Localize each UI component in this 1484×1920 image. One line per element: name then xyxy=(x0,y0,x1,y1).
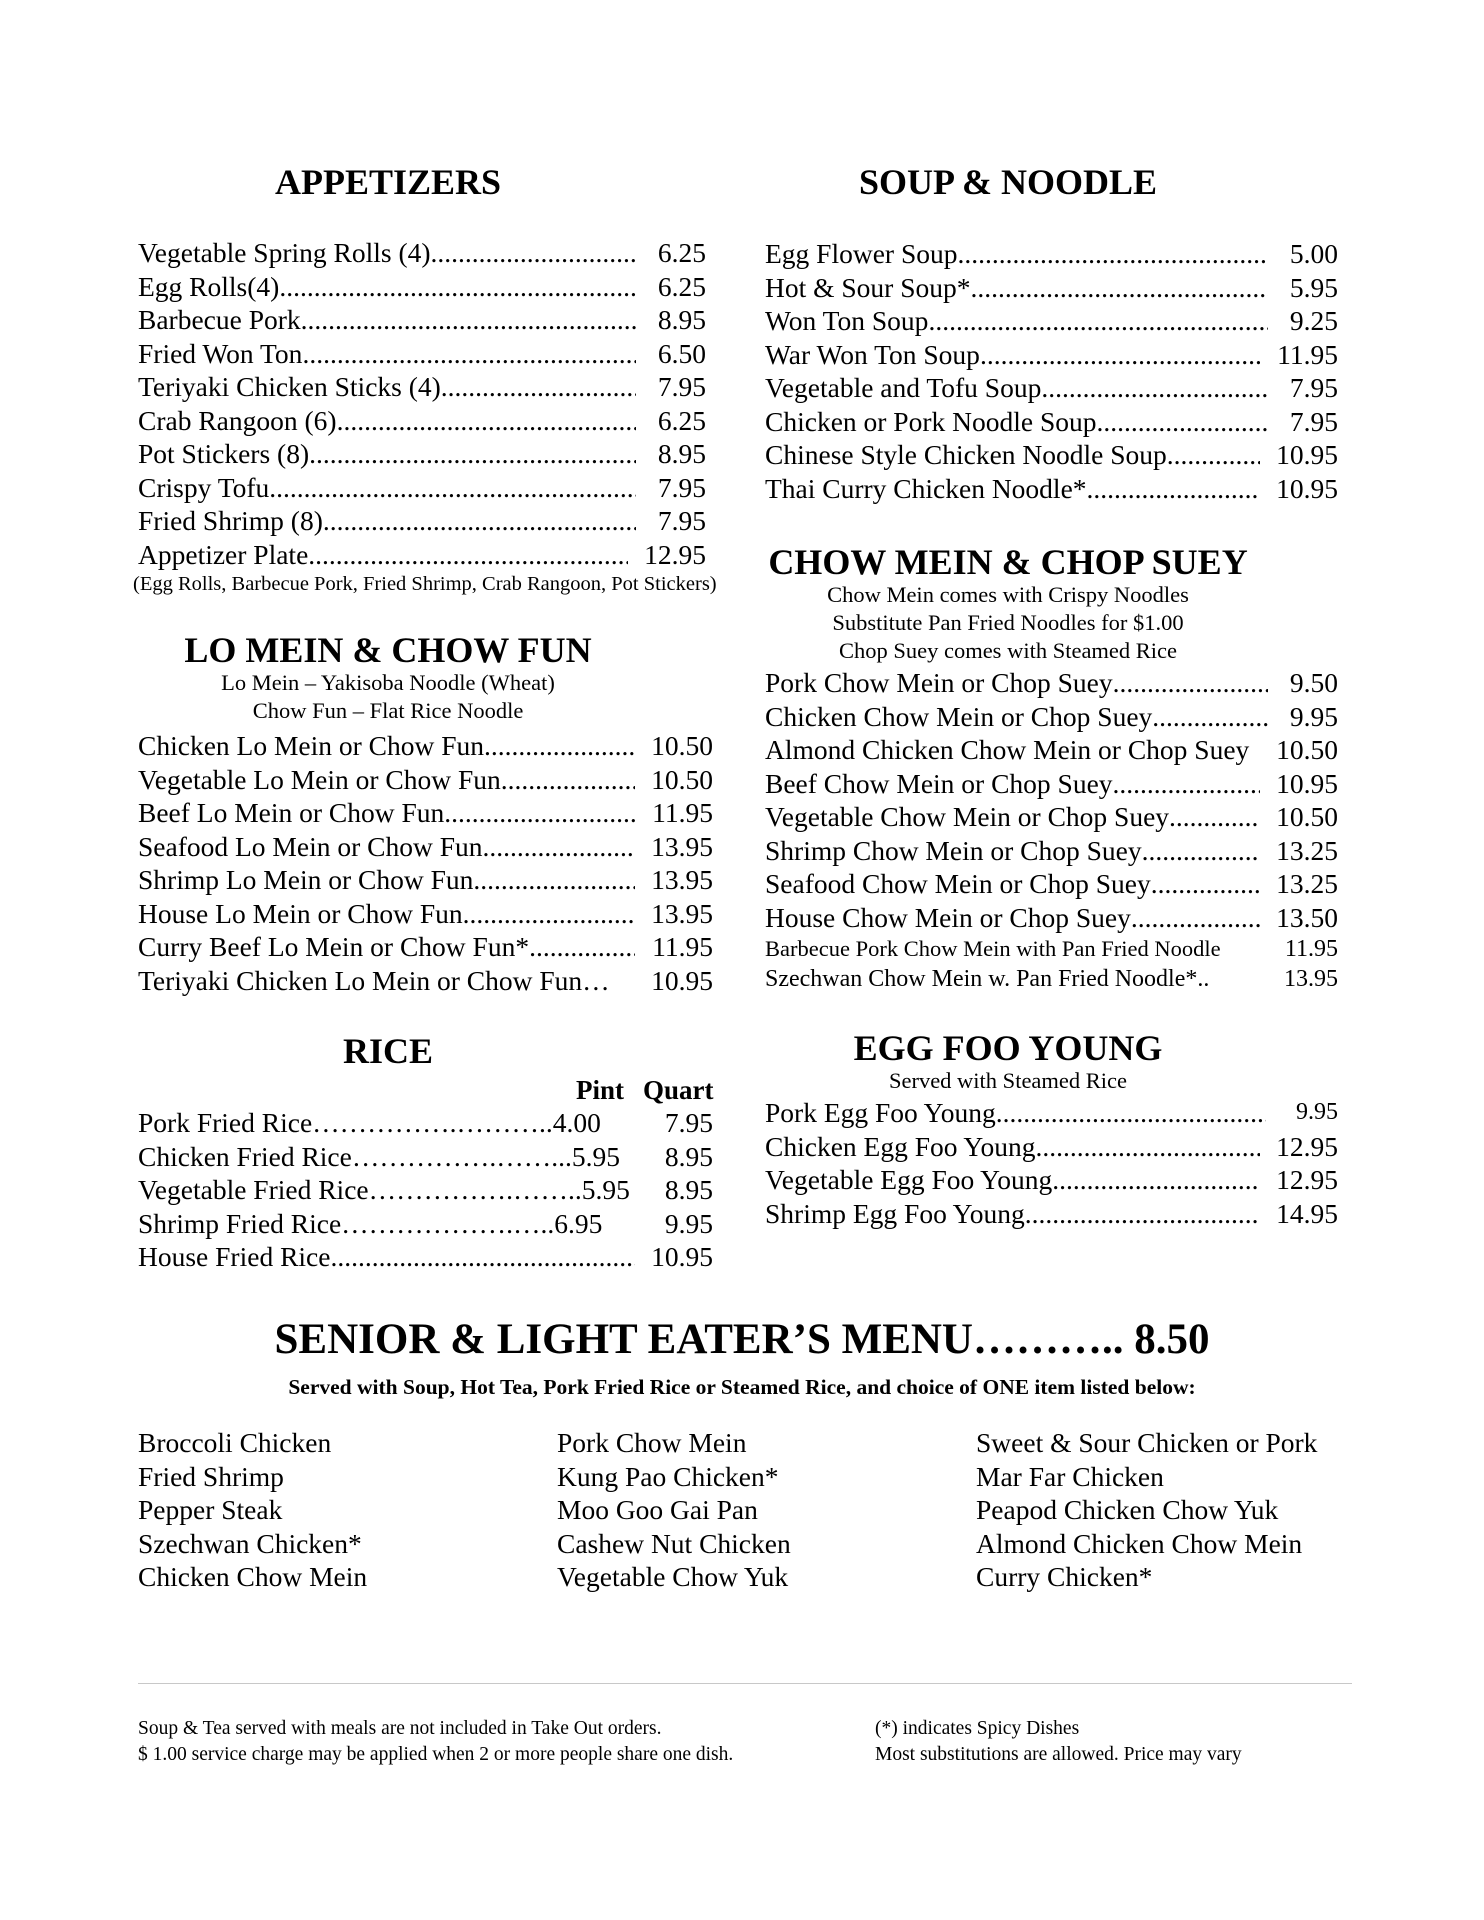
item-price: 9.50 xyxy=(1289,667,1338,698)
item-name: Vegetable Egg Foo Young xyxy=(765,1164,1053,1195)
menu-item xyxy=(765,1163,1338,1197)
item-price: 10.50 xyxy=(651,763,713,795)
item-price: 10.95 xyxy=(1276,767,1338,799)
item-name: Szechwan Chow Mein w. Pan Fried Noodle*.. xyxy=(765,966,1210,992)
item-price: 14.95 xyxy=(1276,1197,1338,1229)
menu-item xyxy=(765,472,1338,506)
appetizers-list xyxy=(138,236,706,571)
item-name: Pork Fried Rice…………….………..4.00 xyxy=(138,1107,601,1138)
appetizer-plate-note: (Egg Rolls, Barbecue Pork, Fried Shrimp, Crab Rangoon, Pot Stickers) xyxy=(133,573,717,595)
item-price: 10.50 xyxy=(1276,734,1338,765)
senior-column-1 xyxy=(138,1426,367,1594)
item-price: 12.95 xyxy=(644,538,706,570)
item-price: 9.95 xyxy=(1296,1099,1338,1125)
senior-column-3 xyxy=(976,1426,1317,1594)
item-price: 5.00 xyxy=(1289,238,1338,269)
item-name: Teriyaki Chicken Sticks (4) xyxy=(138,371,441,402)
soup-noodle-title: SOUP & NOODLE xyxy=(858,162,1158,202)
menu-item xyxy=(765,1130,1338,1164)
menu-item xyxy=(138,236,706,270)
substitute-subtitle: Substitute Pan Fried Noodles for $1.00 xyxy=(832,610,1184,635)
item-name: War Won Ton Soup xyxy=(765,338,980,370)
list-item: Fried Shrimp xyxy=(138,1460,284,1492)
menu-item xyxy=(138,763,713,797)
item-price: 7.95 xyxy=(657,371,706,402)
chop-suey-subtitle: Chop Suey comes with Steamed Rice xyxy=(838,638,1178,663)
item-name: Chicken Chow Mein or Chop Suey xyxy=(765,700,1153,732)
item-name: Almond Chicken Chow Mein or Chop Suey xyxy=(765,734,1250,765)
rice-list xyxy=(138,1106,713,1274)
item-name: House Lo Mein or Chow Fun xyxy=(138,897,463,929)
soup-noodle-list xyxy=(765,237,1338,505)
menu-item xyxy=(138,863,713,897)
menu-item xyxy=(138,897,713,931)
appetizers-title: APPETIZERS xyxy=(274,162,502,202)
menu-item xyxy=(765,834,1338,868)
egg-foo-young-title: EGG FOO YOUNG xyxy=(853,1028,1163,1068)
list-item: Pepper Steak xyxy=(138,1494,283,1525)
item-name: House Fried Rice xyxy=(138,1241,331,1272)
item-price: 11.95 xyxy=(652,797,713,828)
list-item: Kung Pao Chicken* xyxy=(557,1460,779,1492)
footer-takeout-note: Soup & Tea served with meals are not included in Take Out orders. xyxy=(138,1718,662,1739)
footer-right xyxy=(875,1716,1242,1767)
item-name: Appetizer Plate xyxy=(138,538,309,570)
list-item: Curry Chicken* xyxy=(976,1561,1153,1592)
menu-item xyxy=(138,270,706,304)
list-item: Chicken Chow Mein xyxy=(138,1561,368,1592)
item-name: Won Ton Soup xyxy=(765,305,929,336)
item-name: Chinese Style Chicken Noodle Soup xyxy=(765,439,1167,470)
menu-item xyxy=(765,666,1338,700)
item-name: Seafood Chow Mein or Chop Suey xyxy=(765,868,1151,899)
chow-fun-subtitle: Chow Fun – Flat Rice Noodle xyxy=(252,698,524,723)
menu-item xyxy=(138,337,706,371)
item-name: Chicken Lo Mein or Chow Fun xyxy=(138,730,485,761)
item-name: Barbecue Pork xyxy=(138,304,301,335)
item-price: 7.95 xyxy=(664,1107,713,1138)
item-name: Egg Rolls(4) xyxy=(138,270,280,302)
item-price: 12.95 xyxy=(1276,1130,1338,1162)
item-name: Vegetable Chow Mein or Chop Suey xyxy=(765,801,1170,832)
menu-item xyxy=(138,1240,713,1274)
item-name: Shrimp Fried Rice……………….…..6.95 xyxy=(138,1207,603,1239)
lo-mein-title: LO MEIN & CHOW FUN xyxy=(184,630,592,670)
item-name: Thai Curry Chicken Noodle* xyxy=(765,472,1087,504)
menu-item xyxy=(138,930,713,964)
menu-item xyxy=(765,1197,1338,1231)
footer-service-charge-note: $ 1.00 service charge may be applied when 2 or more people share one dish. xyxy=(138,1743,734,1765)
menu-item xyxy=(765,800,1338,834)
senior-column-2 xyxy=(557,1426,791,1594)
egg-foo-young-subtitle: Served with Steamed Rice xyxy=(888,1068,1128,1093)
item-name: Crab Rangoon (6) xyxy=(138,404,337,436)
item-price: 13.95 xyxy=(651,897,713,929)
item-price: 6.50 xyxy=(657,337,706,369)
item-price: 9.25 xyxy=(1289,305,1338,336)
item-price: 7.95 xyxy=(657,505,706,536)
list-item: Almond Chicken Chow Mein xyxy=(976,1527,1303,1559)
item-name: Shrimp Chow Mein or Chop Suey xyxy=(765,834,1142,866)
item-name: Seafood Lo Mein or Chow Fun xyxy=(138,830,483,862)
menu-item xyxy=(138,1140,713,1174)
item-price: 13.95 xyxy=(651,830,713,862)
item-name: Fried Shrimp (8) xyxy=(138,505,323,536)
menu-item xyxy=(138,1207,713,1241)
menu-item xyxy=(765,304,1338,338)
item-name: Curry Beef Lo Mein or Chow Fun* xyxy=(138,931,530,962)
item-price: 7.95 xyxy=(1289,405,1338,437)
item-price: 6.25 xyxy=(657,237,706,268)
item-price: 8.95 xyxy=(664,1174,713,1205)
item-price: 13.95 xyxy=(1284,966,1338,992)
rice-pint-header: Pint xyxy=(576,1075,625,1105)
item-price: 8.95 xyxy=(657,304,706,335)
item-price: 13.25 xyxy=(1276,868,1338,899)
menu-item xyxy=(765,237,1338,271)
menu-item xyxy=(138,437,706,471)
footer-substitution-note: Most substitutions are allowed. Price may vary xyxy=(875,1743,1242,1765)
item-name: Fried Won Ton xyxy=(138,337,303,369)
item-name: Pork Chow Mein or Chop Suey xyxy=(765,667,1113,698)
item-price: 5.95 xyxy=(1289,271,1338,303)
item-name: Egg Flower Soup xyxy=(765,238,958,269)
menu-item xyxy=(138,370,706,404)
menu-item xyxy=(765,733,1338,767)
menu-item xyxy=(765,438,1338,472)
item-name: Vegetable Fried Rice…………….……..5.95 xyxy=(138,1174,630,1205)
item-price: 11.95 xyxy=(1284,936,1338,962)
item-price: 13.95 xyxy=(651,864,713,895)
menu-item xyxy=(138,1106,713,1140)
item-price: 10.50 xyxy=(1276,801,1338,832)
lo-mein-subtitle: Lo Mein – Yakisoba Noodle (Wheat) xyxy=(221,670,555,695)
item-price: 12.95 xyxy=(1276,1164,1338,1195)
list-item: Broccoli Chicken xyxy=(138,1427,332,1458)
chow-mein-subtitle: Chow Mein comes with Crispy Noodles xyxy=(827,582,1189,607)
egg-foo-young-list xyxy=(765,1096,1338,1230)
item-price: 8.95 xyxy=(657,438,706,469)
menu-item xyxy=(138,504,706,538)
list-item: Mar Far Chicken xyxy=(976,1460,1164,1492)
menu-item xyxy=(138,404,706,438)
item-name: Vegetable and Tofu Soup xyxy=(765,372,1042,403)
list-item: Peapod Chicken Chow Yuk xyxy=(976,1494,1279,1525)
list-item: Pork Chow Mein xyxy=(557,1427,747,1458)
menu-item xyxy=(765,338,1338,372)
lo-mein-list xyxy=(138,729,713,997)
item-price: 11.95 xyxy=(1277,338,1338,370)
item-price: 10.95 xyxy=(651,1241,713,1272)
item-price: 7.95 xyxy=(657,471,706,503)
menu-item xyxy=(138,538,706,572)
footer-left xyxy=(138,1716,733,1767)
menu-item xyxy=(138,796,713,830)
menu-item xyxy=(138,964,713,998)
item-name: Vegetable Lo Mein or Chow Fun xyxy=(138,763,501,795)
item-name: Beef Chow Mein or Chop Suey xyxy=(765,767,1113,799)
item-name: Barbecue Pork Chow Mein with Pan Fried Noodle xyxy=(765,936,1221,961)
footer-divider xyxy=(138,1683,1352,1684)
list-item: Szechwan Chicken* xyxy=(138,1527,362,1559)
menu-item xyxy=(765,901,1338,935)
menu-item xyxy=(765,867,1338,901)
chow-mein-title: CHOW MEIN & CHOP SUEY xyxy=(768,542,1248,582)
menu-item xyxy=(138,1173,713,1207)
menu-item xyxy=(138,303,706,337)
item-name: Crispy Tofu xyxy=(138,471,270,503)
list-item: Moo Goo Gai Pan xyxy=(557,1494,758,1525)
item-price: 7.95 xyxy=(1289,372,1338,403)
item-name: Vegetable Spring Rolls (4) xyxy=(138,237,431,268)
menu-item xyxy=(765,767,1338,801)
item-name: Beef Lo Mein or Chow Fun xyxy=(138,797,445,828)
item-name: Pot Stickers (8) xyxy=(138,438,310,469)
item-price: 10.50 xyxy=(651,730,713,761)
menu-item xyxy=(138,729,713,763)
menu-item xyxy=(138,471,706,505)
item-price: 6.25 xyxy=(657,270,706,302)
item-price: 10.95 xyxy=(1276,472,1338,504)
item-price: 10.95 xyxy=(651,964,713,996)
menu-item xyxy=(765,271,1338,305)
item-name: Chicken Egg Foo Young xyxy=(765,1130,1036,1162)
item-price: 9.95 xyxy=(1289,700,1338,732)
menu-item xyxy=(765,405,1338,439)
menu-item xyxy=(765,1096,1338,1130)
footer-spicy-note: (*) indicates Spicy Dishes xyxy=(875,1718,1080,1739)
item-price: 6.25 xyxy=(657,404,706,436)
item-price: 13.25 xyxy=(1276,834,1338,866)
item-price: 9.95 xyxy=(664,1207,713,1239)
menu-item xyxy=(765,700,1338,734)
list-item: Sweet & Sour Chicken or Pork xyxy=(976,1427,1318,1458)
item-price: 10.95 xyxy=(1276,439,1338,470)
item-name: Pork Egg Foo Young xyxy=(765,1097,996,1128)
item-name: Shrimp Lo Mein or Chow Fun xyxy=(138,864,474,895)
senior-menu-subtitle: Served with Soup, Hot Tea, Pork Fried Rice or Steamed Rice, and choice of ONE item listed below: xyxy=(288,1375,1196,1399)
senior-menu-title: SENIOR & LIGHT EATER’S MENU……….. 8.50 xyxy=(274,1316,1210,1363)
menu-item xyxy=(138,830,713,864)
item-name: Chicken Fried Rice…………….……...5.95 xyxy=(138,1140,620,1172)
item-name: Shrimp Egg Foo Young xyxy=(765,1197,1025,1229)
list-item: Cashew Nut Chicken xyxy=(557,1527,791,1559)
item-price: 13.50 xyxy=(1276,901,1338,933)
menu-item xyxy=(765,934,1338,964)
item-name: House Chow Mein or Chop Suey xyxy=(765,901,1131,933)
item-name: Hot & Sour Soup* xyxy=(765,271,971,303)
item-price: 11.95 xyxy=(652,931,713,962)
item-name: Teriyaki Chicken Lo Mein or Chow Fun… xyxy=(138,964,610,996)
item-name: Chicken or Pork Noodle Soup xyxy=(765,405,1097,437)
chow-mein-list xyxy=(765,666,1338,994)
list-item: Vegetable Chow Yuk xyxy=(557,1561,789,1592)
menu-item xyxy=(765,964,1338,994)
rice-quart-header: Quart xyxy=(643,1075,714,1105)
item-price: 8.95 xyxy=(664,1140,713,1172)
menu-item xyxy=(765,371,1338,405)
rice-title: RICE xyxy=(342,1031,434,1071)
